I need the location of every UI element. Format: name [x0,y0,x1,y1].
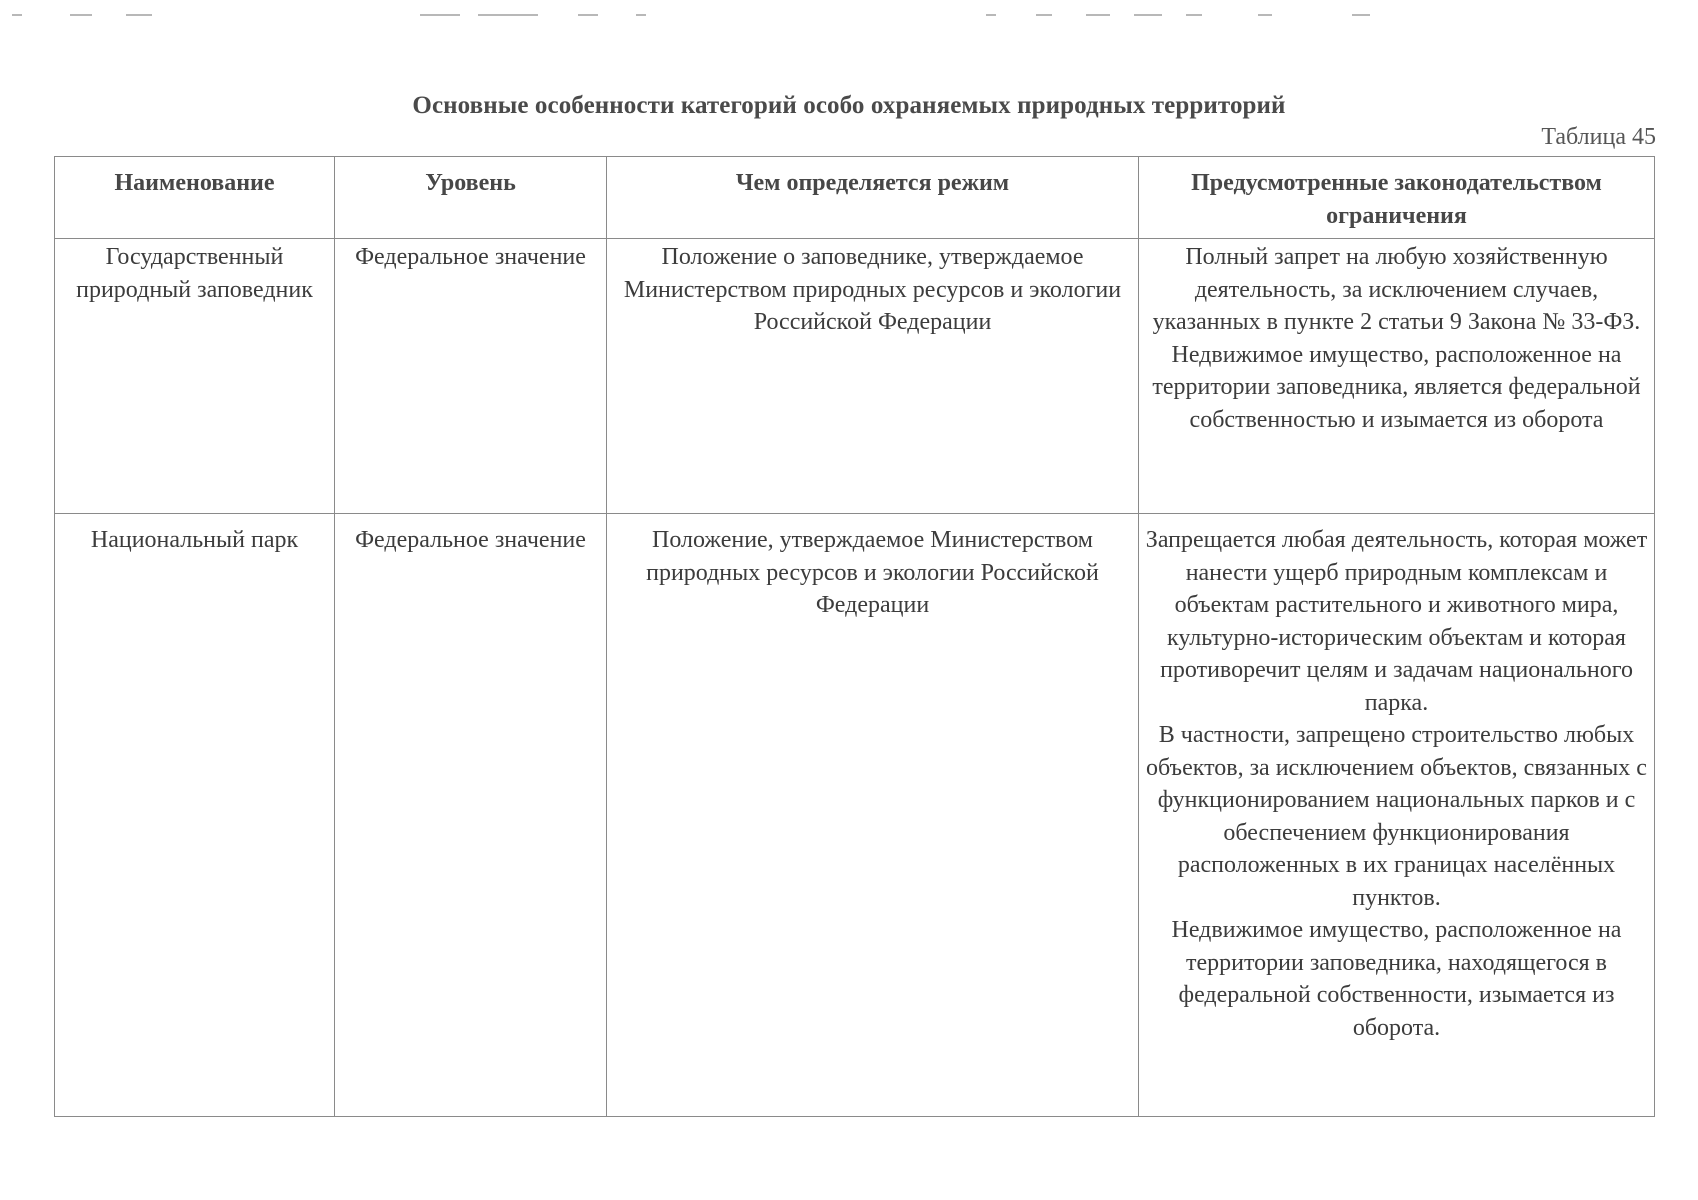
cell-name: Государственный природный заповедник [55,239,335,514]
protected-areas-table [54,156,1654,1117]
table-header-row [55,157,1655,239]
table-row [55,514,1655,1117]
cell-regime: Положение о заповеднике, утверждаемое Министерством природных ресурсов и экологии Российской Федерации [607,239,1139,514]
cell-regime: Положение, утверждаемое Министерством природных ресурсов и экологии Российской Федерации [607,514,1139,1117]
cell-level: Федеральное значение [335,239,607,514]
document-title: Основные особенности категорий особо охраняемых природных территорий [412,92,1286,119]
cell-restrictions [1139,514,1655,1117]
column-header-regime: Чем определяется режим [607,157,1139,239]
column-header-level: Уровень [335,157,607,239]
column-header-restrictions: Предусмотренные законодательством ограничения [1139,157,1655,239]
table-number: Таблица 45 [1541,124,1656,150]
restriction-paragraph: В частности, запрещено строительство любых объектов, за исключением объектов, связанных с функционированием национальных парков и с обеспечением функционирования расположенных в их границах населённых пунктов. [1146,722,1647,911]
restriction-paragraph: Полный запрет на любую хозяйственную деятельность, за исключением случаев, указанных в пункте 2 статьи 9 Закона № 33-ФЗ. [1152,244,1641,335]
cell-name: Национальный парк [55,514,335,1117]
cell-level: Федеральное значение [335,514,607,1117]
restriction-paragraph: Запрещается любая деятельность, которая может нанести ущерб природным комплексам и объектам растительного и животного мира, культурно-историческим объектам и которая противоречит целям и задачам национального парка. [1145,527,1648,716]
data-table [54,156,1655,1117]
cell-restrictions [1139,239,1655,514]
scan-artifact-dashes [0,14,1698,20]
table-row [55,239,1655,514]
column-header-name: Наименование [55,157,335,239]
restriction-paragraph: Недвижимое имущество, расположенное на территории заповедника, находящегося в федеральной собственности, изымается из оборота. [1171,917,1622,1041]
restriction-paragraph: Недвижимое имущество, расположенное на территории заповедника, является федеральной собственностью и изымается из оборота [1152,341,1641,433]
